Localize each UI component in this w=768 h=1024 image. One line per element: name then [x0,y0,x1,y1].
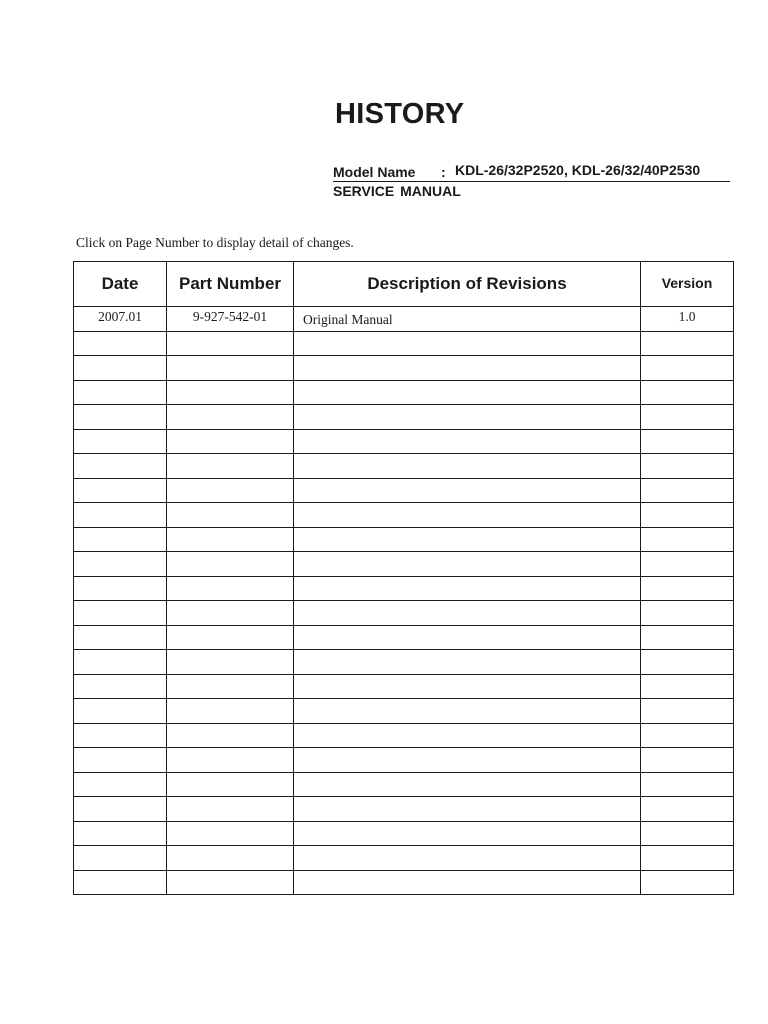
cell-description [294,821,641,846]
cell-description [294,503,641,528]
table-row [74,772,734,797]
cell-date [74,503,167,528]
cell-date [74,797,167,822]
cell-date [74,772,167,797]
cell-date [74,846,167,871]
table-row [74,380,734,405]
cell-version [641,748,734,773]
cell-date [74,625,167,650]
cell-part-number [167,405,294,430]
cell-version [641,723,734,748]
cell-part-number [167,723,294,748]
cell-part-number [167,356,294,381]
cell-version [641,846,734,871]
table-row [74,699,734,724]
cell-date [74,380,167,405]
cell-version [641,650,734,675]
cell-description [294,846,641,871]
cell-description [294,527,641,552]
cell-version [641,772,734,797]
header-description: Description of Revisions [294,262,641,307]
cell-description [294,772,641,797]
table-row [74,356,734,381]
cell-description [294,356,641,381]
model-name-label: Model Name [333,164,416,180]
cell-date [74,405,167,430]
cell-description [294,454,641,479]
cell-part-number [167,748,294,773]
header-version: Version [641,262,734,307]
cell-description [294,870,641,895]
cell-part-number [167,625,294,650]
cell-date [74,748,167,773]
table-row [74,331,734,356]
cell-date [74,576,167,601]
cell-date [74,821,167,846]
table-row [74,527,734,552]
cell-version [641,699,734,724]
cell-version [641,380,734,405]
table-row [74,797,734,822]
cell-version [641,454,734,479]
cell-part-number [167,674,294,699]
table-row [74,552,734,577]
cell-version [641,797,734,822]
cell-part-number [167,454,294,479]
cell-description: Original Manual [294,307,641,332]
cell-description [294,331,641,356]
table-row [74,405,734,430]
table-body [74,307,734,895]
cell-version [641,478,734,503]
table-row [74,723,734,748]
cell-date [74,552,167,577]
cell-part-number [167,846,294,871]
cell-part-number [167,601,294,626]
table-row [74,821,734,846]
cell-version [641,674,734,699]
cell-part-number[interactable]: 9-927-542-01 [167,307,294,332]
cell-version [641,625,734,650]
header-date: Date [74,262,167,307]
table-row [74,503,734,528]
model-name-value: KDL-26/32P2520, KDL-26/32/40P2530 [455,162,701,178]
cell-version [641,429,734,454]
cell-description [294,699,641,724]
cell-date [74,356,167,381]
cell-part-number [167,503,294,528]
cell-part-number [167,870,294,895]
cell-part-number [167,429,294,454]
cell-description [294,380,641,405]
table-row [74,429,734,454]
cell-description [294,625,641,650]
cell-date [74,429,167,454]
cell-part-number [167,478,294,503]
cell-date [74,674,167,699]
cell-part-number [167,380,294,405]
page-title: HISTORY [335,98,465,130]
cell-version [641,503,734,528]
cell-version [641,331,734,356]
table-row [74,601,734,626]
cell-date [74,699,167,724]
cell-version [641,870,734,895]
table-row [74,870,734,895]
cell-date [74,870,167,895]
cell-part-number [167,576,294,601]
document-subtitle: SERVICE MANUAL [333,183,461,199]
cell-part-number [167,552,294,577]
cell-part-number [167,527,294,552]
cell-description [294,552,641,577]
cell-description [294,797,641,822]
cell-description [294,650,641,675]
cell-part-number [167,797,294,822]
cell-date [74,723,167,748]
revision-history-table [73,261,734,895]
table-row [74,625,734,650]
cell-part-number [167,821,294,846]
cell-version [641,821,734,846]
cell-description [294,405,641,430]
cell-description [294,674,641,699]
cell-date [74,650,167,675]
cell-description [294,478,641,503]
cell-version [641,527,734,552]
cell-part-number [167,650,294,675]
cell-date [74,601,167,626]
table-row [74,748,734,773]
cell-date: 2007.01 [74,307,167,332]
cell-description [294,723,641,748]
cell-description [294,429,641,454]
cell-description [294,601,641,626]
cell-part-number [167,772,294,797]
table-header-row [74,262,734,307]
model-name-line [333,162,730,182]
cell-date [74,331,167,356]
instruction-text: Click on Page Number to display detail of changes. [76,235,354,250]
cell-description [294,748,641,773]
cell-description [294,576,641,601]
cell-date [74,527,167,552]
cell-version [641,356,734,381]
cell-part-number [167,699,294,724]
table-row [74,307,734,332]
cell-part-number [167,331,294,356]
cell-version [641,405,734,430]
table-row [74,650,734,675]
cell-version [641,576,734,601]
table-row [74,674,734,699]
cell-version: 1.0 [641,307,734,332]
header-part-number: Part Number [167,262,294,307]
table-row [74,454,734,479]
cell-version [641,552,734,577]
cell-date [74,478,167,503]
cell-version [641,601,734,626]
table-row [74,576,734,601]
model-name-colon: : [441,164,446,180]
table-row [74,478,734,503]
table-row [74,846,734,871]
cell-date [74,454,167,479]
